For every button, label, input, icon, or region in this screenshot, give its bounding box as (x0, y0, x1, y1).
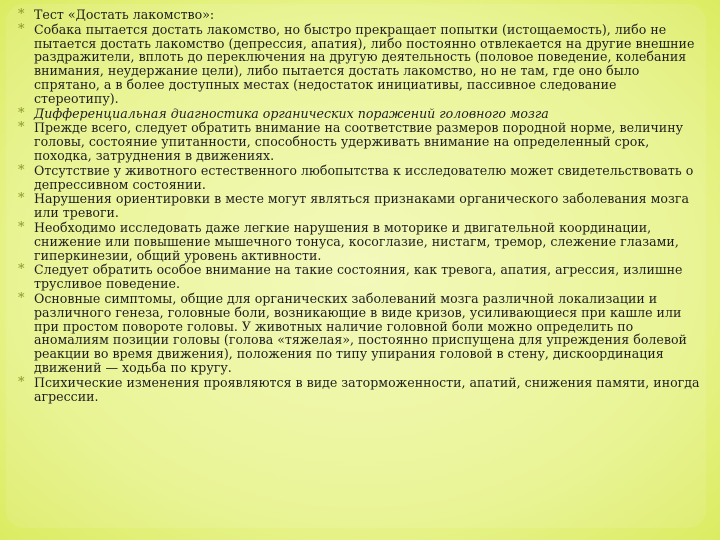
bullet-item (18, 221, 702, 262)
bullet-marker-icon: * (18, 162, 25, 178)
bullet-item (18, 376, 702, 404)
bullet-text: Следует обратить особое внимание на такие состояния, как тревога, апатия, агрессия, излишне трусливое поведение. (34, 262, 683, 292)
bullet-text: Отсутствие у животного естественного любопытства к исследователю может свидетельствовать о депрессивном состоянии. (34, 162, 694, 192)
bullet-marker-icon: * (18, 219, 25, 235)
bullet-text: Психические изменения проявляются в виде заторможенности, апатий, снижения памяти, иногда агрессии. (34, 374, 700, 404)
slide-content (18, 8, 702, 404)
bullet-marker-icon: * (18, 191, 25, 207)
bullet-item (18, 192, 702, 220)
bullet-text: Тест «Достать лакомство»: (34, 7, 215, 22)
bullet-item-heading (18, 107, 702, 121)
bullet-item (18, 263, 702, 291)
bullet-marker-icon: * (18, 105, 25, 121)
bullet-item (18, 292, 702, 375)
bullet-item (18, 164, 702, 192)
bullet-marker-icon: * (18, 7, 25, 22)
bullet-text: Нарушения ориентировки в месте могут являться признаками органического заболевания мозга или тревоги. (34, 191, 689, 221)
bullet-marker-icon: * (18, 374, 25, 390)
bullet-text: Дифференциальная диагностика органических поражений головного мозга (34, 105, 549, 121)
bullet-list (18, 8, 702, 403)
bullet-marker-icon: * (18, 262, 25, 278)
bullet-marker-icon: * (18, 120, 25, 136)
bullet-text: Собака пытается достать лакомство, но быстро прекращает попытки (истощаемость), либо не пытается достать лакомство (депрессия, апатия), либо постоянно отвлекается на другие внешние раздражители, вплоть до переключения на другую деятельность (половое поведение, колебания внимания, неудержание цели), либо пытается достать лакомство, но не там, где оно было спрятано, а в более доступных местах (недостаток инициативы, пассивное следование стереотипу). (34, 21, 695, 106)
bullet-text: Прежде всего, следует обратить внимание на соответствие размеров породной норме, величину головы, состояние упитанности, способность удерживать внимание на определенный срок, походка, затруднения в движениях. (34, 120, 684, 163)
bullet-item (18, 23, 702, 106)
bullet-text: Необходимо исследовать даже легкие нарушения в моторике и двигательной координации, снижение или повышение мышечного тонуса, косоглазие, нистагм, тремор, слежение глазами, гиперкинезии, общий уровень активности. (34, 219, 679, 263)
bullet-item (18, 121, 702, 162)
bullet-text: Основные симптомы, общие для органических заболеваний мозга различной локализации и различного генеза, головные боли, возникающие в виде кризов, усиливающиеся при кашле или при простом повороте головы. У животных наличие головной боли можно определить по аномалиям позиции головы (голова «тяжелая», постоянно приспущена для упреждения болевой реакции во время движения), положения по типу упирания головой в стену, дискоординация движений — ходьба по кругу. (34, 290, 687, 375)
bullet-marker-icon: * (18, 21, 25, 37)
bullet-item (18, 8, 702, 22)
bullet-marker-icon: * (18, 290, 25, 306)
